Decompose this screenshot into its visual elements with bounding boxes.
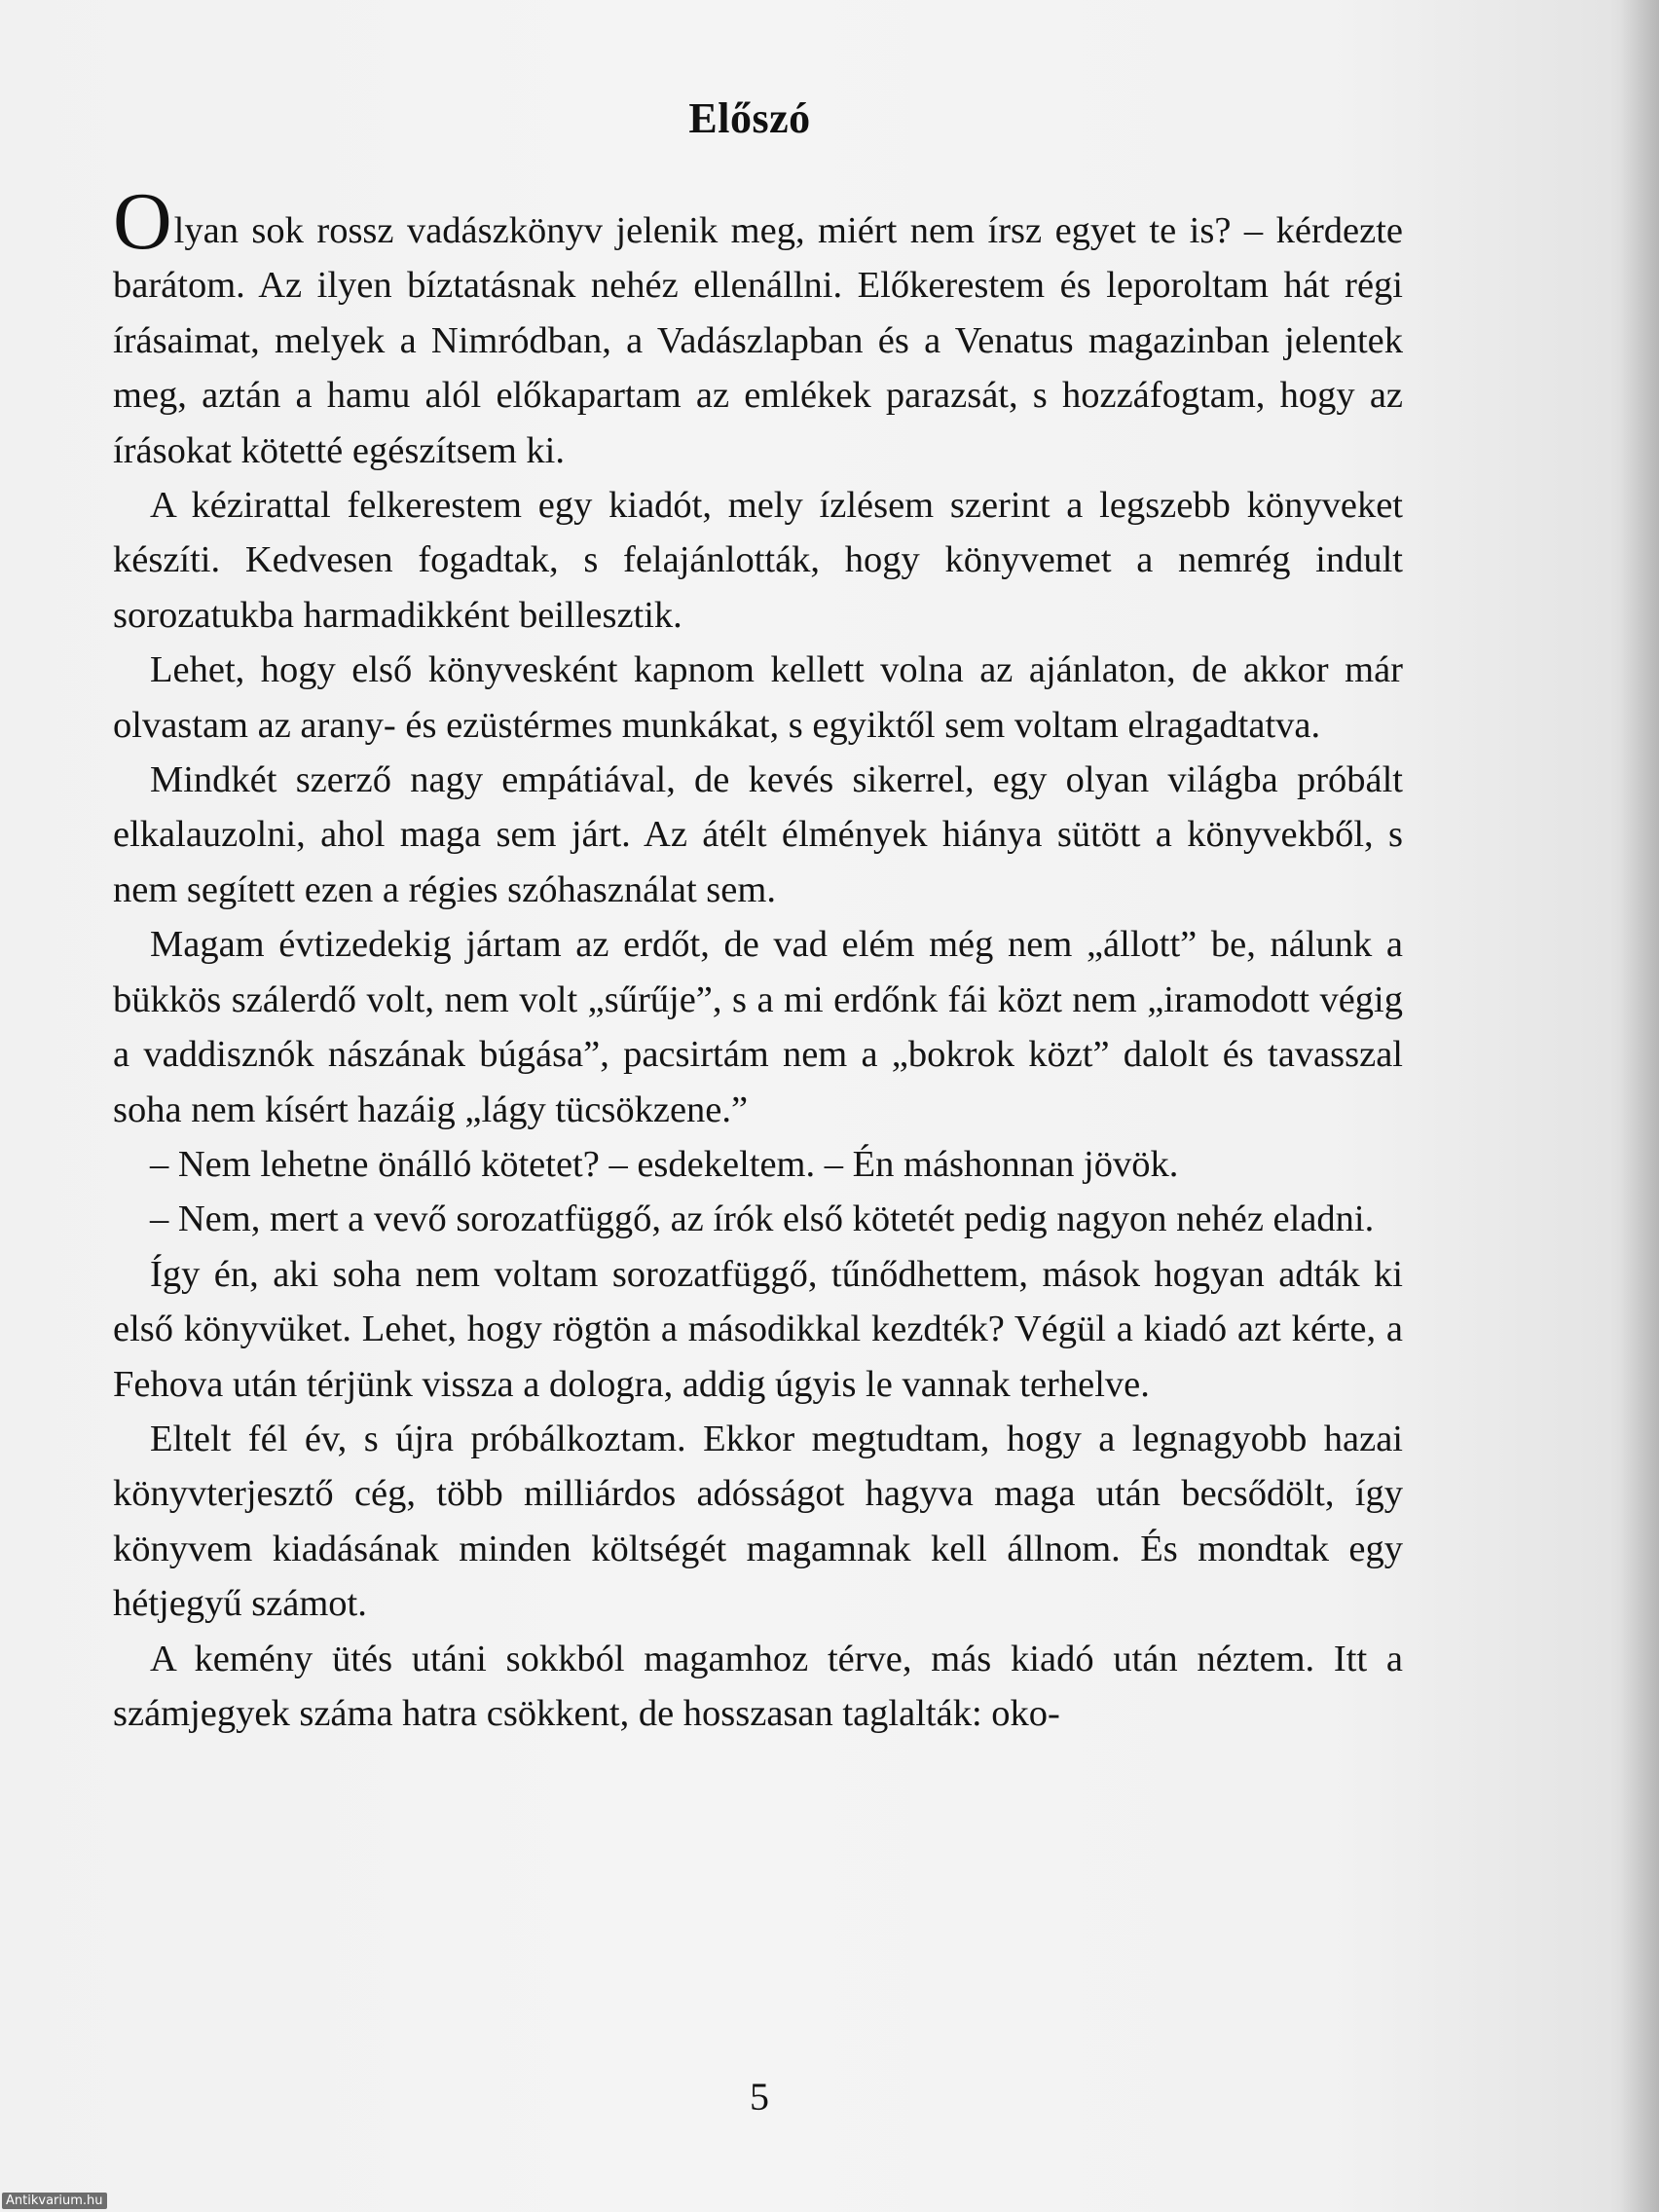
paragraph-8: Így én, aki soha nem voltam sorozatfüggő, tűnődhettem, mások hogyan adták ki első könyvüket. Lehet, hogy rögtön a másodikkal kezdték? Végül a kiadó azt kérte, a Fehova után térjünk vissza a dologra, addig úgyis le vannak terhelve.: [113, 1253, 1403, 1405]
paragraph-5: Magam évtizedekig jártam az erdőt, de vad elém még nem „állott” be, nálunk a bükkös szálerdő volt, nem volt „sűrűje”, s a mi erdőnk fái közt nem „iramodott végig a vaddisznók nászának búgása”, pacsirtám nem a „bokrok közt” dalolt és tavasszal soha nem kísért hazáig „lágy tücsökzene.”: [113, 924, 1403, 1130]
paragraph-9: Eltelt fél év, s újra próbálkoztam. Ekkor megtudtam, hogy a legnagyobb hazai könyvterjesztő cég, több milliárdos adósságot hagyva maga után becsődölt, így könyvem kiadásának minden költségét magamnak kell állnom. És mondtak egy hétjegyű számot.: [113, 1418, 1403, 1625]
paragraph-6: – Nem lehetne önálló kötetet? – esdekeltem. – Én máshonnan jövök.: [150, 1143, 1179, 1185]
paragraph-3: Lehet, hogy első könyvesként kapnom kellett volna az ajánlaton, de akkor már olvastam az arany- és ezüstérmes munkákat, s egyiktől sem voltam elragadtatva.: [113, 649, 1403, 746]
page-edge-shadow: [1620, 0, 1659, 2212]
page-number: 5: [750, 2075, 769, 2119]
paragraph-4: Mindkét szerző nagy empátiával, de kevés sikerrel, egy olyan világba próbált elkalauzolni, ahol maga sem járt. Az átélt élmények hiánya sütött a könyvekből, s nem segített ezen a régies szóhasználat sem.: [113, 759, 1403, 910]
paragraph-7: – Nem, mert a vevő sorozatfüggő, az írók első kötetét pedig nagyon nehéz eladni.: [150, 1198, 1375, 1240]
paragraph-2: A kézirattal felkerestem egy kiadót, mely ízlésem szerint a legszebb könyveket készíti. Kedvesen fogadtak, s felajánlották, hogy könyvemet a nemrég indult sorozatukba harmadikként beillesztik.: [113, 485, 1403, 636]
paragraph-10: A kemény ütés utáni sokkból magamhoz térve, más kiadó után néztem. Itt a számjegyek száma hatra csökkent, de hosszasan taglalták: oko-: [113, 1638, 1403, 1734]
paragraph-1: [113, 176, 1403, 478]
site-watermark: Antikvarium.hu: [2, 2193, 107, 2209]
drop-cap: O: [113, 176, 172, 267]
body-text: [113, 176, 1403, 1741]
paragraph-1-text: lyan sok rossz vadászkönyv jelenik meg, miért nem írsz egyet te is? – kérdezte barátom. Az ilyen bíztatásnak nehéz ellenállni. Előkerestem és leporoltam hát régi írásaimat, melyek a Nimródban, a Vadászlapban és a Venatus magazinban jelentek meg, aztán a hamu alól előkapartam az emlékek parazsát, s hozzáfogtam, hogy az írásokat kötetté egészítsem ki.: [113, 210, 1403, 471]
chapter-title: Előszó: [688, 94, 811, 142]
